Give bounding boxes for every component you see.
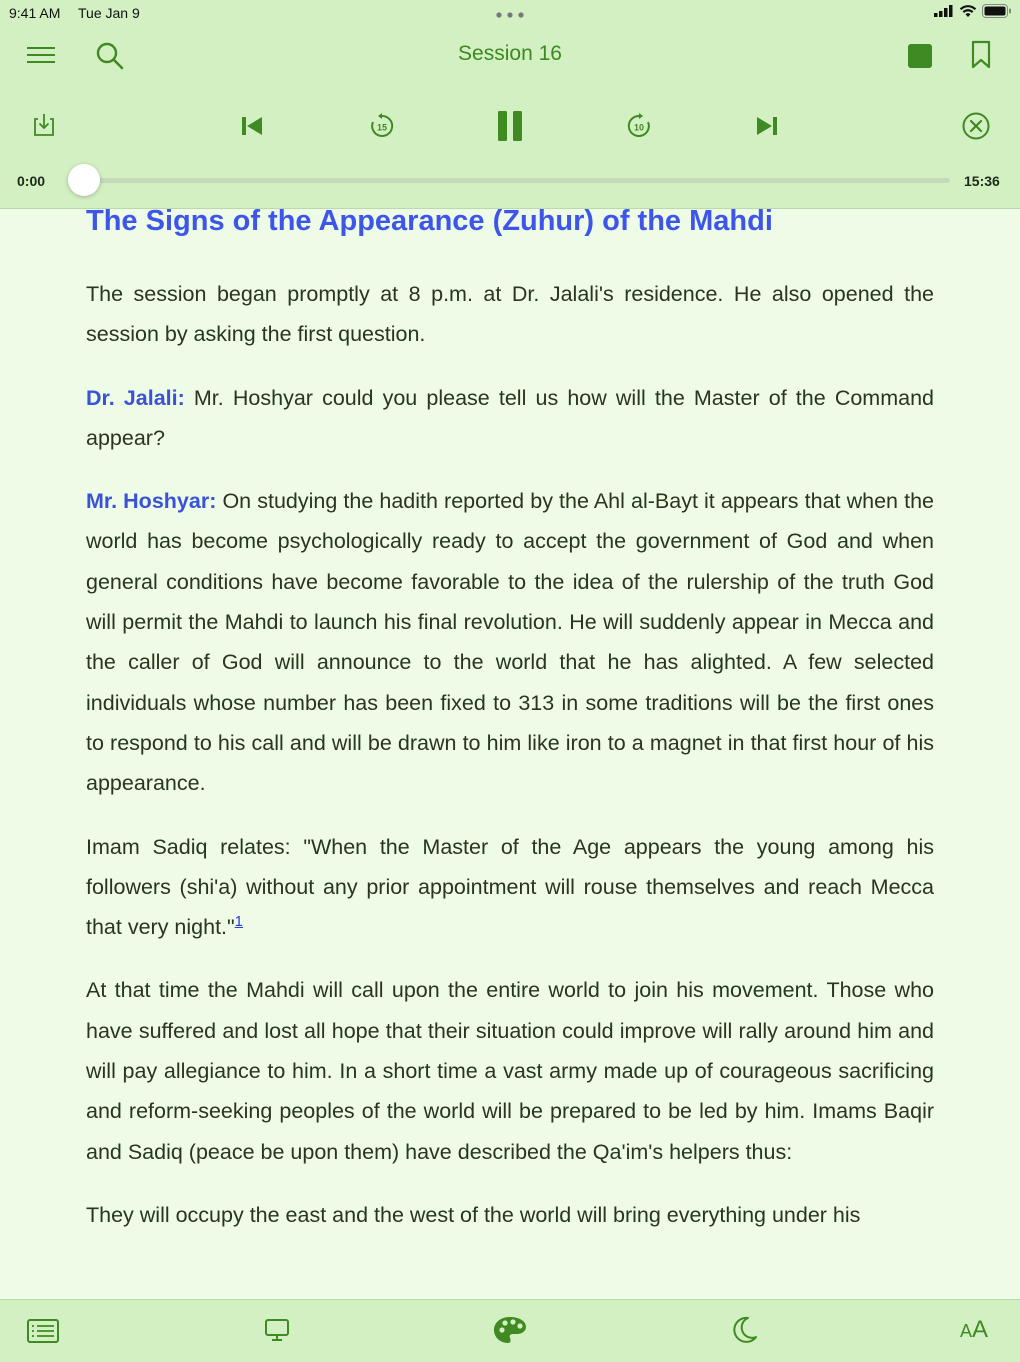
paragraph <box>86 378 934 459</box>
font-size-button[interactable] <box>960 1316 988 1344</box>
multitasking-dots-icon[interactable] <box>496 12 524 18</box>
table-of-contents-icon[interactable] <box>26 1316 60 1346</box>
stop-icon[interactable] <box>904 40 936 72</box>
page-title: Session 16 <box>458 42 562 65</box>
total-duration: 15:36 <box>964 173 1000 189</box>
top-bar <box>0 0 1020 209</box>
article-content <box>86 200 934 1258</box>
skip-next-icon[interactable] <box>751 110 783 142</box>
font-size-big-label: A <box>972 1316 989 1343</box>
status-date: Tue Jan 9 <box>78 5 140 21</box>
wifi-icon <box>959 5 977 18</box>
paragraph-text: Mr. Hoshyar could you please tell us how will the Master of the Command appear? <box>86 385 934 450</box>
paragraph-text: Imam Sadiq relates: "When the Master of the Age appears the young among his followers (shi'a) without any prior appointment will rouse themselves and reach Mecca that very night." <box>86 834 934 940</box>
article-heading: The Signs of the Appearance (Zuhur) of the Mahdi <box>86 205 773 237</box>
footnote-link[interactable]: 1 <box>234 913 243 930</box>
forward-10-icon[interactable] <box>623 110 655 142</box>
theme-palette-icon[interactable] <box>492 1314 528 1346</box>
speaker-label: Mr. Hoshyar: <box>86 489 217 514</box>
rewind-seconds-label: 15 <box>376 122 388 133</box>
download-icon[interactable] <box>29 110 59 140</box>
paragraph: At that time the Mahdi will call upon the entire world to join his movement. Those who have suffered and lost all hope that their situation could improve will rally around him and will pay allegiance to him. In a short time a vast army made up of courageous sacrificing and reform-seeking peoples of the world will be prepared to be led by him. Imams Baqir and Sadiq (peace be upon them) have described the Qa'im's helpers thus: <box>86 978 934 1164</box>
font-size-small-label: A <box>960 1321 973 1341</box>
display-mode-icon[interactable] <box>262 1316 292 1346</box>
close-player-icon[interactable] <box>960 110 992 142</box>
paragraph: The session began promptly at 8 p.m. at Dr. Jalali's residence. He also opened the session by asking the first question. <box>86 282 934 347</box>
paragraph: They will occupy the east and the west of the world will bring everything under his <box>86 1202 861 1227</box>
skip-previous-icon[interactable] <box>236 110 268 142</box>
cellular-signal-icon <box>934 5 954 17</box>
speaker-label: Dr. Jalali: <box>86 385 185 410</box>
rewind-15-icon[interactable] <box>366 110 398 142</box>
status-bar <box>0 0 1020 26</box>
bookmark-icon[interactable] <box>966 38 996 72</box>
paragraph <box>86 827 934 948</box>
pause-icon[interactable] <box>492 106 528 146</box>
forward-seconds-label: 10 <box>633 122 645 133</box>
battery-icon <box>982 4 1012 18</box>
paragraph <box>86 481 934 803</box>
paragraph-text: On studying the hadith reported by the Ahl al-Bayt it appears that when the world has become psychologically ready to accept the government of God and when general conditions have become favorable to the idea of the rulership of the truth God will permit the Mahdi to launch his final revolution. He will suddenly appear in Mecca and the caller of God will announce to the world that he has alighted. A few selected individuals whose number has been fixed to 313 in some traditions will be the first ones to respond to his call and will be drawn to him like iron to a magnet in that first hour of his appearance. <box>86 489 934 796</box>
progress-track[interactable] <box>84 178 950 183</box>
status-time: 9:41 AM <box>9 5 61 21</box>
progress-slider-thumb[interactable] <box>68 164 100 196</box>
elapsed-time: 0:00 <box>17 173 46 189</box>
night-mode-moon-icon[interactable] <box>728 1314 760 1346</box>
